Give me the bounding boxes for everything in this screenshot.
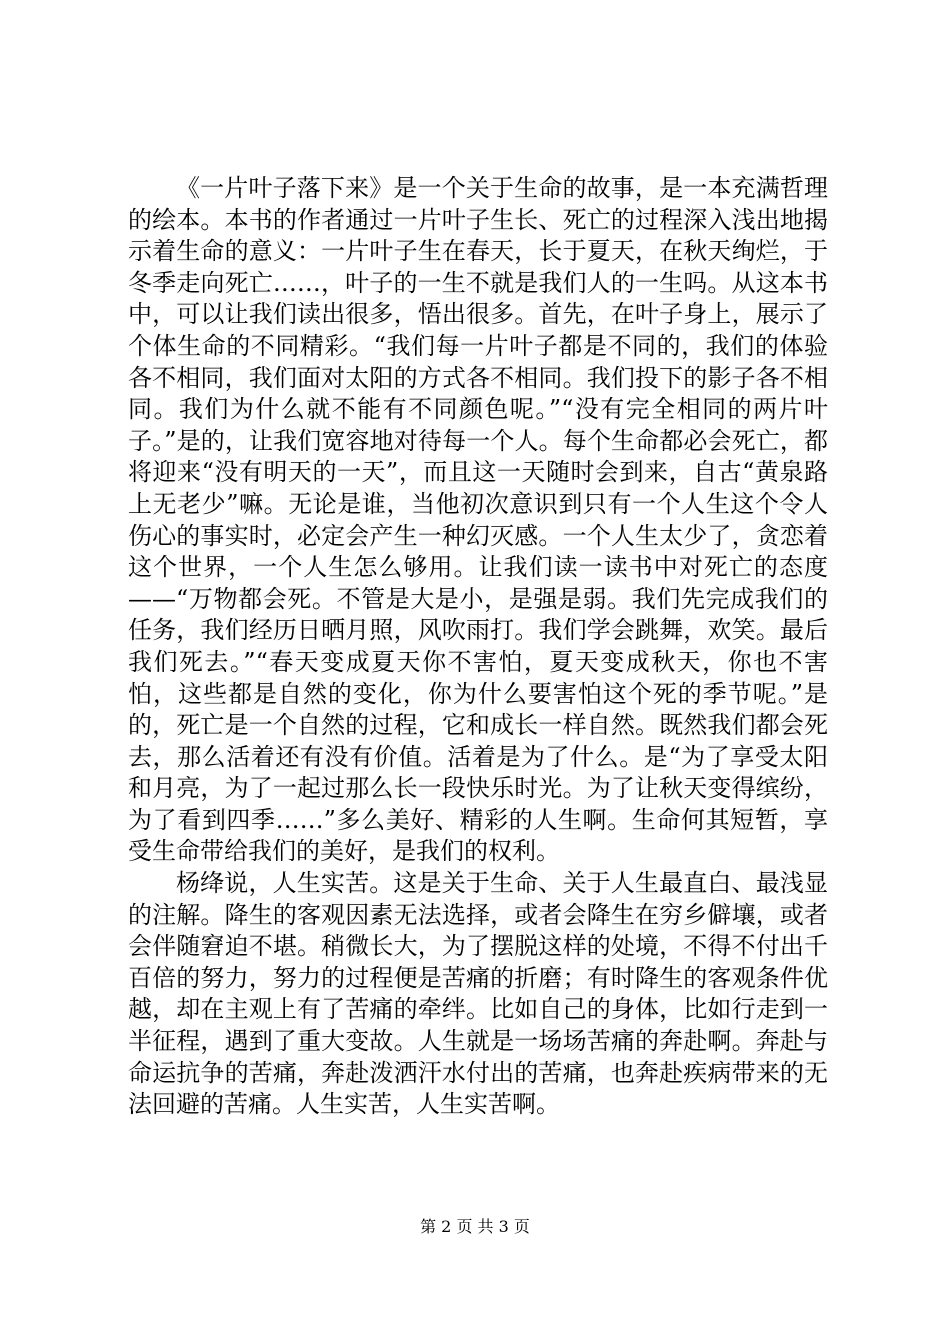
paragraph-1: 《一片叶子落下来》是一个关于生命的故事，是一本充满哲理的绘本。本书的作者通过一片叶子生长、死亡的过程深入浅出地揭示着生命的意义：一片叶子生在春天，长于夏天，在秋天绚烂，于冬季走向死亡……，叶子的一生不就是我们人的一生吗。从这本书中，可以让我们读出很多，悟出很多。首先，在叶子身上，展示了个体生命的不同精彩。“我们每一片叶子都是不同的，我们的体验各不相同，我们面对太阳的方式各不相同。我们投下的影子各不相同。我们为什么就不能有不同颜色呢。”“没有完全相同的两片叶子。”是的，让我们宽容地对待每一个人。每个生命都必会死亡，都将迎来“没有明天的一天”，而且这一天随时会到来，自古“黄泉路上无老少”嘛。无论是谁，当他初次意识到只有一个人生这个令人伤心的事实时，必定会产生一种幻灭感。一个人生太少了，贪恋着这个世界，一个人生怎么够用。让我们读一读书中对死亡的态度——“万物都会死。不管是大是小，是强是弱。我们先完成我们的任务，我们经历日晒月照，风吹雨打。我们学会跳舞，欢笑。最后我们死去。”“春天变成夏天你不害怕，夏天变成秋天，你也不害怕，这些都是自然的变化，你为什么要害怕这个死的季节呢。”是的，死亡是一个自然的过程，它和成长一样自然。既然我们都会死去，那么活着还有没有价值。活着是为了什么。是“为了享受太阳和月亮，为了一起过那么长一段快乐时光。为了让秋天变得缤纷，为了看到四季……”多么美好、精彩的人生啊。生命何其短暂，享受生命带给我们的美好，是我们的权利。 — [128, 174, 828, 866]
page-footer: 第 2 页 共 3 页 — [420, 1217, 530, 1236]
document-body — [128, 173, 828, 1121]
paragraph-2: 杨绛说，人生实苦。这是关于生命、关于人生最直白、最浅显的注解。降生的客观因素无法选择，或者会降生在穷乡僻壤，或者会伴随窘迫不堪。稍微长大，为了摆脱这样的处境，不得不付出千百倍的努力，努力的过程便是苦痛的折磨；有时降生的客观条件优越，却在主观上有了苦痛的牵绊。比如自己的身体，比如行走到一半征程，遇到了重大变故。人生就是一场场苦痛的奔赴啊。奔赴与命运抗争的苦痛，奔赴泼洒汗水付出的苦痛，也奔赴疾病带来的无法回避的苦痛。人生实苦，人生实苦啊。 — [128, 869, 828, 1119]
